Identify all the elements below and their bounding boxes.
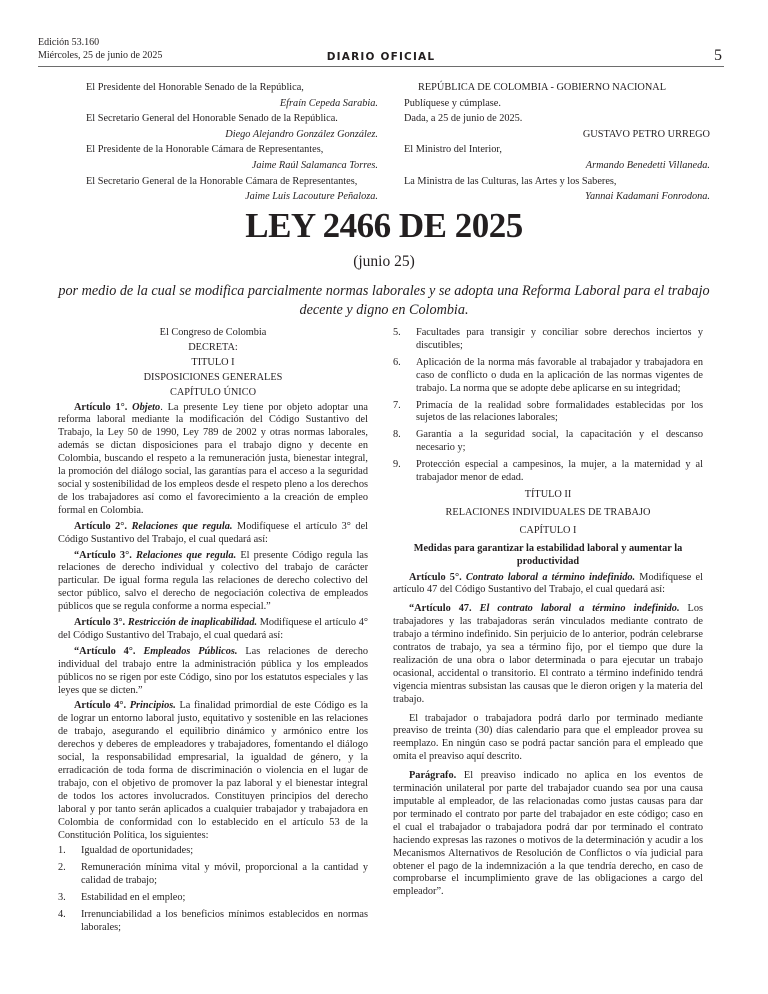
titulo-name: RELACIONES INDIVIDUALES DE TRABAJO <box>445 506 651 518</box>
signature-role: El Presidente del Honorable Senado de la República, <box>86 82 304 93</box>
law-date: (junio 25) <box>353 253 415 270</box>
article-title: El contrato laboral a término indefinido. <box>479 603 680 615</box>
article-title: Relaciones que regula. <box>131 520 233 532</box>
signature-role: El Secretario General del Honorable Senado de la República. <box>86 113 338 125</box>
president-name: GUSTAVO PETRO URREGO <box>582 128 710 140</box>
article-3 <box>58 617 368 643</box>
list-item <box>393 429 703 455</box>
list-item <box>393 357 703 396</box>
signature-name: Jaime Raúl Salamanca Torres. <box>251 159 378 171</box>
signature-role: El Ministro del Interior, <box>404 144 502 156</box>
article-title: Restricción de inaplicabilidad. <box>127 617 258 629</box>
government-heading: REPÚBLICA DE COLOMBIA - GOBIERNO NACIONAL <box>418 82 666 93</box>
article-text: Modifíquese el artículo 47 del Código Sustantivo del Trabajo, el cual quedará así: <box>393 571 703 596</box>
congress-signatures <box>72 80 378 205</box>
list-text: Primacía de la realidad sobre formalidades establecidas por los sujetos de las relaciones laborales; <box>416 399 703 424</box>
article-title: Relaciones que regula. <box>135 549 237 561</box>
edition-date: Miércoles, 25 de junio de 2025 <box>38 49 163 61</box>
paragrafo-label: Parágrafo. <box>409 770 457 782</box>
article-text: Las relaciones de derecho individual del trabajo entre la administración pública y los empleados públicos no se rigen por este Código, sino por los estatutos especiales y las leyes que se dicten.” <box>58 645 369 696</box>
list-item <box>58 862 368 888</box>
publish-text: Publíquese y cúmplase. <box>404 97 501 109</box>
article-label: Artículo 2°. <box>74 520 127 532</box>
list-number: 4. <box>58 909 66 921</box>
page-header <box>38 37 724 67</box>
list-text: Remuneración mínima vital y móvil, proporcional a la cantidad y calidad de trabajo; <box>81 862 368 887</box>
list-number: 3. <box>58 892 66 904</box>
capitulo-name: Medidas para garantizar la estabilidad laboral y aumentar la productividad <box>413 542 683 567</box>
capitulo-heading: CAPÍTULO I <box>519 524 577 536</box>
article-label: Artículo 1°. <box>74 401 128 413</box>
article-1 <box>58 402 368 518</box>
principles-list-continued <box>393 327 703 485</box>
signature-name: Efraín Cepeda Sarabia. <box>279 97 378 109</box>
principles-list <box>58 845 368 934</box>
list-number: 2. <box>58 862 66 874</box>
article-4 <box>58 700 368 842</box>
titulo-heading: TÍTULO II <box>524 488 572 500</box>
article-label: “Artículo 47. <box>409 603 472 615</box>
edition-number: Edición 53.160 <box>38 37 100 48</box>
list-text: Aplicación de la norma más favorable al trabajador y trabajadora en caso de conflicto o duda en la aplicación de las normas vigentes de trabajo. La norma que se adopte debe aplicarse en su integridad; <box>416 356 703 394</box>
list-text: Garantía a la seguridad social, la capacitación y el descanso necesario y; <box>416 429 703 454</box>
article-5 <box>393 572 703 598</box>
article-paragraph: El trabajador o trabajadora podrá darlo por terminado mediante preaviso de treinta (30) días calendario para que el empleador provea su reemplazo. En ningún caso se podrá pactar sanción para el empleado que omita el preaviso aquí descrito. <box>393 712 703 763</box>
titulo-name: DISPOSICIONES GENERALES <box>143 371 283 383</box>
signature-role: El Secretario General de la Honorable Cámara de Representantes, <box>86 175 358 187</box>
right-column <box>393 327 703 902</box>
list-item <box>58 892 368 905</box>
paragrafo <box>393 770 703 899</box>
page-number: 5 <box>714 47 722 64</box>
quoted-article-47 <box>393 603 703 706</box>
list-text: Igualdad de oportunidades; <box>81 845 194 857</box>
article-2 <box>58 521 368 547</box>
capitulo-heading: CAPÍTULO ÚNICO <box>169 386 257 398</box>
decreta-heading: DECRETA: <box>188 341 238 353</box>
signature-name: Jaime Luis Lacouture Peñaloza. <box>245 191 378 203</box>
law-title: LEY 2466 DE 2025 <box>245 206 523 245</box>
article-text: Los trabajadores y las trabajadoras serán vinculados mediante contrato de trabajo a término indefinido. Sin perjuicio de lo anterior, podrán celebrarse contratos de trabajo, ya sea a término fijo, por el tiempo que dure la realización de una obra o labor determinada o para ejecutar un trabajo ocasional, accidental o transitorio. El contrato a término indefinido tendrá vigencia mientras subsistan las causas que le dieron origen y la materia del trabajo. <box>393 603 703 705</box>
article-text: Modifíquese el artículo 3° del Código Sustantivo del Trabajo, el cual quedará así: <box>58 520 368 545</box>
list-number: 9. <box>393 459 401 471</box>
article-label: Artículo 4°. <box>74 700 127 712</box>
article-label: Artículo 5°. <box>409 571 462 583</box>
list-item <box>393 327 703 353</box>
list-text: Irrenunciabilidad a los beneficios mínimos establecidos en normas laborales; <box>81 909 368 933</box>
list-number: 5. <box>393 327 401 338</box>
list-text: Protección especial a campesinos, la mujer, a la maternidad y al trabajador menor de edad. <box>416 459 703 484</box>
list-number: 7. <box>393 399 401 411</box>
article-text: . La presente Ley tiene por objeto adoptar una reforma laboral mediante la modificación del Código Sustantivo del Trabajo, la Ley 50 de 1990, Ley 789 de 2002 y otras normas laborales, además se dictan disposiciones para el trabajo digno y decente en Colombia, buscando el respeto a la remuneración justa, bienestar integral, la promoción del diálogo social, las garantías para el acceso a la seguridad social y sostenibilidad de los empleos desde el respeto pleno a los derechos de los trabajadores así como el favorecimiento a la creación de empleo formal en Colombia. <box>58 401 368 516</box>
list-item <box>393 400 703 426</box>
article-text: La finalidad primordial de este Código es la de lograr un entorno laboral justo, equitativo y sostenible en las relaciones de trabajo, asegurando el equilibrio dinámico y armónico entre los derechos y deberes de empleadores y trabajadores, fomentando el diálogo social, la responsabilidad empresarial, la igualdad de género, y la erradicación de toda forma de discriminación o violencia en el lugar de trabajo, con el objetivo de promover la paz laboral y el bienestar integral de todos los actores involucrados. Constituyen principios del derecho laboral y por tanto serán aplicados a cualquier trabajador y trabajadora en Colombia de conformidad con lo establecido en el artículo 53 de la Constitución Política, los siguientes: <box>58 700 368 841</box>
list-text: Facultades para transigir y conciliar sobre derechos inciertos y discutibles; <box>416 327 703 351</box>
paragrafo-text: El preaviso indicado no aplica en los eventos de terminación unilateral por parte del trabajador cuando sea por una causa imputable al empleador, de las relacionadas como justas causas para dar por terminado el contrato por parte del trabajador en este código; caso en el cual el trabajador o trabajadora podrá dar por terminado el contrato haciendo expresas las razones o motivos de la determinación y acudir a los Mecanismos Alternativos de Resolución de Conflictos o vía judicial para obtener el pago de la indemnización a la que tendría derecho, en caso de comprobarse el incumplimiento grave de las obligaciones a cargo del empleador”. <box>393 770 703 898</box>
list-number: 1. <box>58 845 66 857</box>
titulo-heading: TITULO I <box>191 356 235 368</box>
article-title: Objeto <box>132 401 161 413</box>
government-signatures <box>404 80 710 205</box>
article-label: Artículo 3°. <box>74 617 126 629</box>
list-item <box>393 459 703 485</box>
article-title: Contrato laboral a término indefinido. <box>465 571 636 583</box>
list-item <box>58 845 368 858</box>
quoted-article-4 <box>58 646 368 698</box>
list-number: 6. <box>393 356 401 368</box>
congress-heading: El Congreso de Colombia <box>159 327 267 338</box>
list-item <box>58 909 368 935</box>
list-number: 8. <box>393 429 401 441</box>
signature-role: El Presidente de la Honorable Cámara de Representantes, <box>86 144 324 156</box>
article-label: “Artículo 4°. <box>74 645 136 657</box>
article-title: Principios. <box>129 700 176 712</box>
given-date-text: Dada, a 25 de junio de 2025. <box>404 113 523 125</box>
signature-name: Yannai Kadamani Fonrodona. <box>585 191 710 203</box>
signature-role: La Ministra de las Culturas, las Artes y los Saberes, <box>404 175 617 187</box>
law-subject: por medio de la cual se modifica parcialmente normas laborales y se adopta una Reforma Laboral para el trabajo decente y digno en Colombia. <box>58 283 710 318</box>
article-title: Empleados Públicos. <box>143 645 238 657</box>
publication-name: DIARIO OFICIAL <box>326 51 436 63</box>
article-text: Modifíquese el artículo 4° del Código Sustantivo del Trabajo, el cual quedará así: <box>58 617 368 641</box>
signature-name: Armando Benedetti Villaneda. <box>585 159 710 171</box>
list-text: Estabilidad en el empleo; <box>81 892 186 904</box>
article-label: “Artículo 3°. <box>74 549 132 561</box>
left-column <box>58 327 368 939</box>
signature-name: Diego Alejandro González González. <box>225 128 378 140</box>
article-text: El presente Código regula las relaciones de derecho individual y colectivo del trabajo de carácter particular. De igual forma regula las relaciones de derecho colectivo del sector público, salvo el derecho de negociación colectiva de empleados públicos que se regula conforme a norma especial.” <box>58 549 368 613</box>
quoted-article-3 <box>58 550 368 615</box>
